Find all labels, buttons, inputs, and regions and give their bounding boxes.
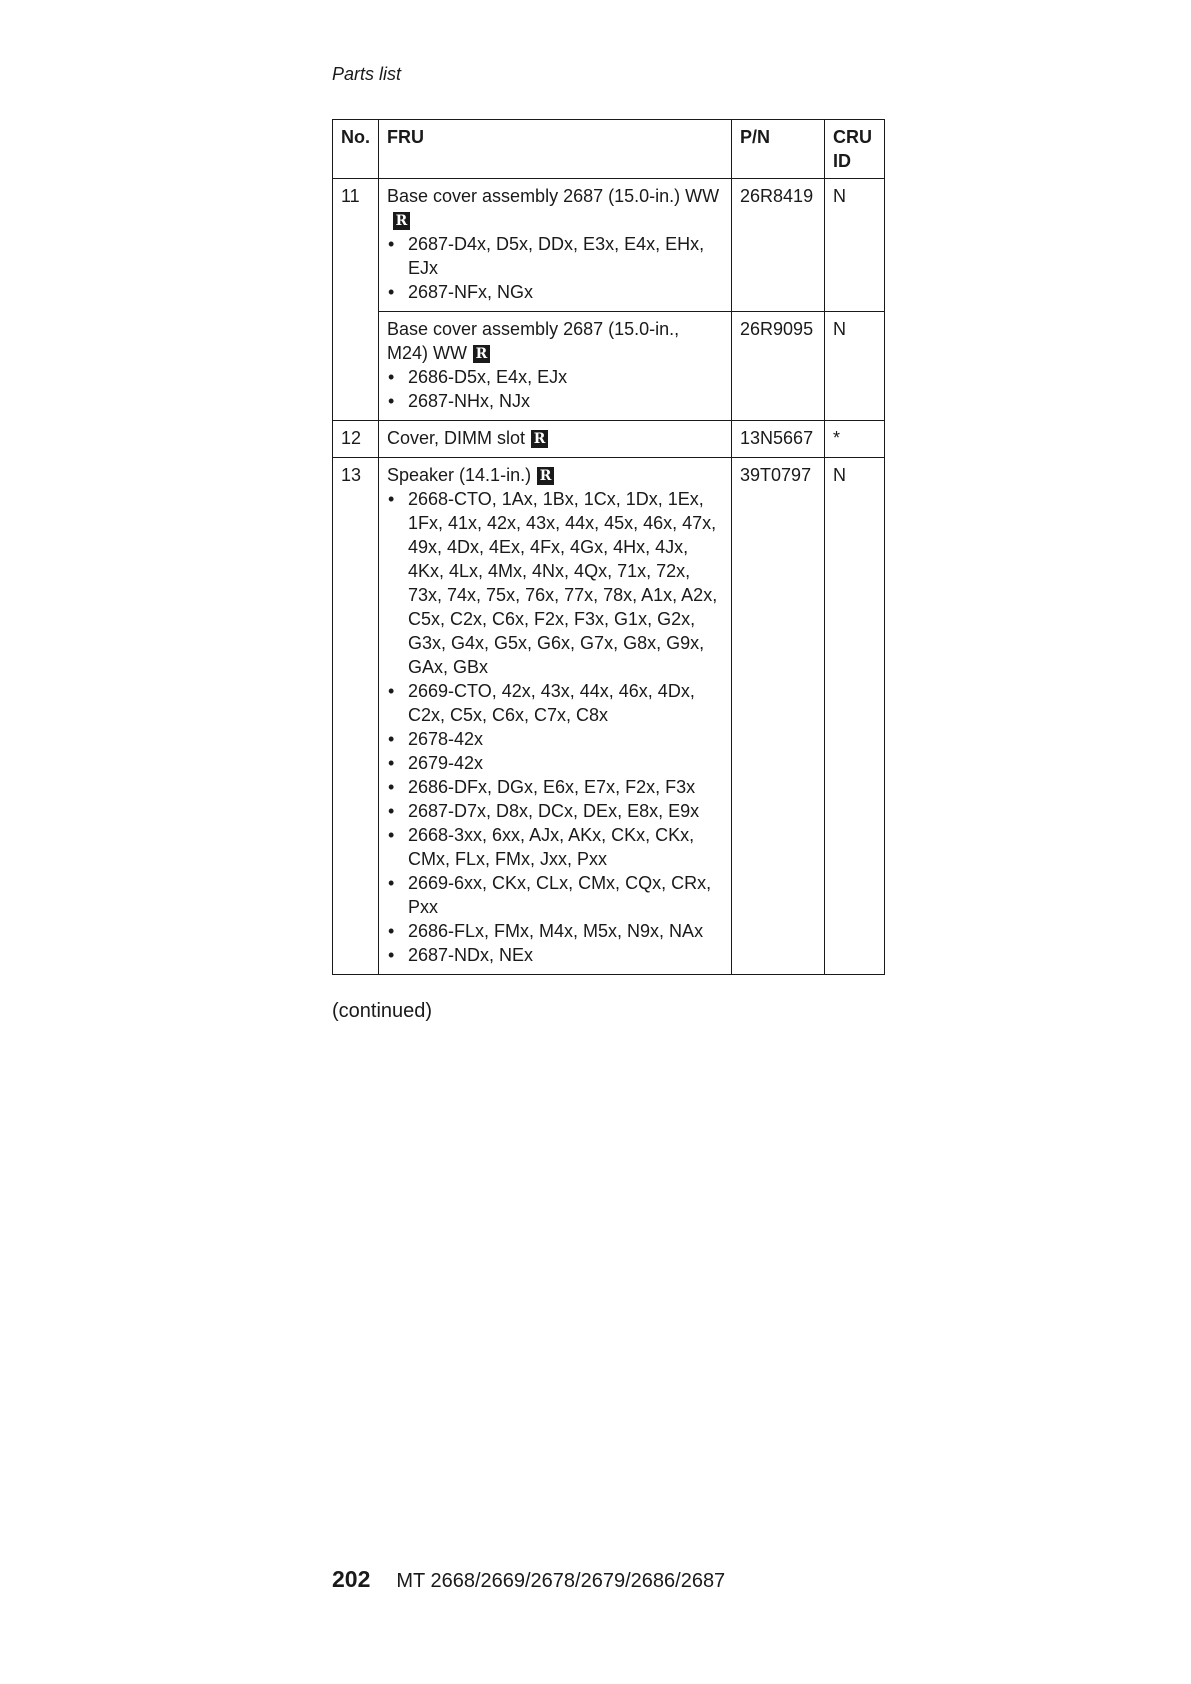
parts-table — [332, 119, 885, 975]
fru-title: Speaker (14.1-in.) — [387, 465, 532, 485]
continued-note: (continued) — [332, 1000, 433, 1022]
list-item: • 2668-CTO, 1Ax, 1Bx, 1Cx, 1Dx, 1Ex, 1Fx, 41x, 42x, 43x, 44x, 45x, 46x, 47x, 49x, 4Dx, 4Ex, 4Fx, 4Gx, 4Hx, 4Jx, 4Kx, 4Lx, 4Mx, 4Nx, 4Qx, 71x, 72x, 73x, 74x, 75x, 76x, 77x, 78x, A1x, A2x, C5x, C2x, C6x, F2x, F3x, G1x, G2x, G3x, G4x, G5x, G6x, G7x, G8x, G9x, GAx, GBx — [387, 487, 723, 679]
cell-cru-id: * — [825, 421, 885, 458]
col-header-pn: P/N — [732, 120, 825, 179]
col-header-no: No. — [333, 120, 379, 179]
footer-title: MT 2668/2669/2678/2679/2686/2687 — [396, 1570, 726, 1592]
table-row — [333, 458, 885, 975]
table-row — [333, 421, 885, 458]
running-header: Parts list — [332, 64, 402, 84]
list-item: • 2679-42x — [387, 751, 723, 775]
list-item: • 2669-CTO, 42x, 43x, 44x, 46x, 4Dx, C2x, C5x, C6x, C7x, C8x — [387, 679, 723, 727]
list-item: • 2687-NHx, NJx — [387, 389, 723, 413]
model-list — [387, 232, 723, 304]
list-item: • 2668-3xx, 6xx, AJx, AKx, CKx, CKx, CMx, FLx, FMx, Jxx, Pxx — [387, 823, 723, 871]
cell-part-number: 39T0797 — [732, 458, 825, 975]
cell-cru-id: N — [825, 312, 885, 421]
table-header-row — [333, 120, 885, 179]
fru-title: Cover, DIMM slot — [387, 428, 526, 448]
col-header-fru: FRU — [379, 120, 732, 179]
cell-fru — [379, 421, 732, 458]
cru-badge-icon: R — [393, 212, 410, 230]
cell-no: 11 — [333, 179, 379, 421]
cell-no: 12 — [333, 421, 379, 458]
fru-title: Base cover assembly 2687 (15.0-in., M24) WW — [387, 319, 680, 363]
fru-title: Base cover assembly 2687 (15.0-in.) WW — [387, 186, 720, 206]
cell-part-number: 13N5667 — [732, 421, 825, 458]
page-footer — [332, 1566, 725, 1593]
cell-no: 13 — [333, 458, 379, 975]
cru-badge-icon: R — [537, 467, 554, 485]
list-item: • 2686-D5x, E4x, EJx — [387, 365, 723, 389]
list-item: • 2687-D4x, D5x, DDx, E3x, E4x, EHx, EJx — [387, 232, 723, 280]
list-item: • 2678-42x — [387, 727, 723, 751]
cell-cru-id: N — [825, 179, 885, 312]
model-list — [387, 487, 723, 967]
page-number: 202 — [332, 1566, 371, 1592]
list-item: • 2686-FLx, FMx, M4x, M5x, N9x, NAx — [387, 919, 723, 943]
list-item: • 2687-NDx, NEx — [387, 943, 723, 967]
cell-cru-id: N — [825, 458, 885, 975]
cell-fru — [379, 458, 732, 975]
cell-fru — [379, 179, 732, 312]
col-header-cru-id: CRU ID — [825, 120, 885, 179]
cell-part-number: 26R8419 — [732, 179, 825, 312]
cell-part-number: 26R9095 — [732, 312, 825, 421]
list-item: • 2669-6xx, CKx, CLx, CMx, CQx, CRx, Pxx — [387, 871, 723, 919]
table-row — [333, 179, 885, 312]
cru-badge-icon: R — [531, 430, 548, 448]
cru-badge-icon: R — [473, 345, 490, 363]
list-item: • 2686-DFx, DGx, E6x, E7x, F2x, F3x — [387, 775, 723, 799]
list-item: • 2687-NFx, NGx — [387, 280, 723, 304]
table-row — [333, 312, 885, 421]
cell-fru — [379, 312, 732, 421]
list-item: • 2687-D7x, D8x, DCx, DEx, E8x, E9x — [387, 799, 723, 823]
model-list — [387, 365, 723, 413]
